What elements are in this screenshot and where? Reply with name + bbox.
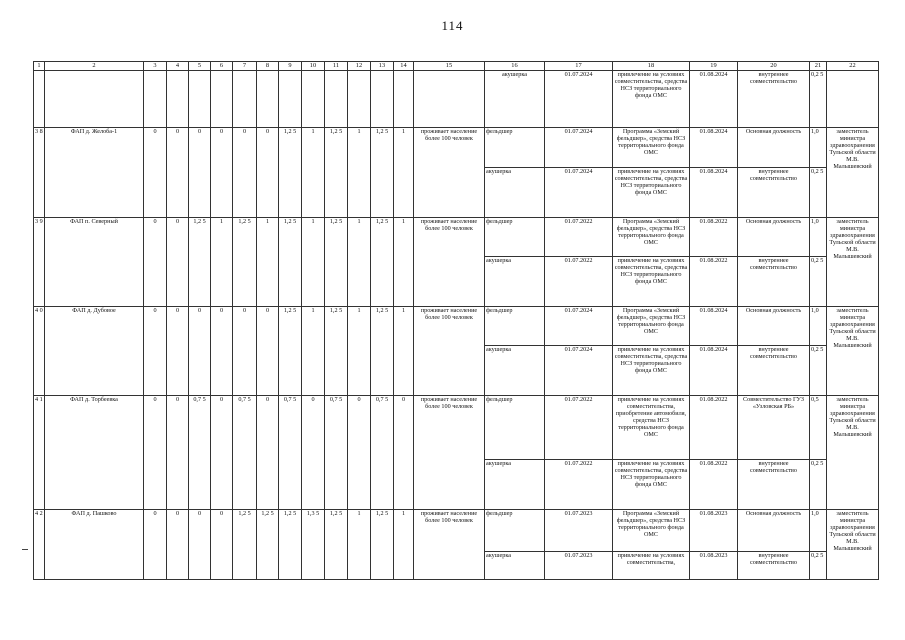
cell-staff-3: 0 [144, 307, 167, 396]
header-cell-7: 7 [233, 62, 257, 71]
cell-staff-5: 0,7 5 [189, 396, 211, 510]
cell-staff-12: 1 [348, 128, 371, 218]
header-cell-11: 11 [325, 62, 348, 71]
cell-date-end: 01.08.2024 [690, 168, 738, 218]
cell-staff-10: 0 [302, 396, 325, 510]
cell-staff-5: 0 [189, 128, 211, 218]
header-cell-16: 16 [485, 62, 545, 71]
cell-date-end: 01.08.2024 [690, 128, 738, 168]
cell-date-end: 01.08.2023 [690, 552, 738, 580]
cell-staff-3: 0 [144, 510, 167, 580]
cell-staff-4: 0 [167, 128, 189, 218]
cell-staff-9 [279, 71, 302, 128]
cell-staff-14 [394, 71, 414, 128]
cell-staff-10: 1 [302, 218, 325, 307]
cell-rate: 1,0 [810, 307, 827, 346]
page-number: 114 [441, 18, 464, 33]
cell-rate: 0,2 5 [810, 460, 827, 510]
cell-staff-8: 1 [257, 218, 279, 307]
cell-position: акушерка [485, 460, 545, 510]
cell-responsible: заместитель министра здравоохранения Тульской области М.В. Малышевский [827, 396, 879, 510]
header-cell-19: 19 [690, 62, 738, 71]
cell-position: фельдшер [485, 307, 545, 346]
cell-position: акушерка [485, 257, 545, 307]
cell-rate: 0,2 5 [810, 346, 827, 396]
cell-staff-13: 1,2 5 [371, 218, 394, 307]
cell-staff-6: 0 [211, 396, 233, 510]
cell-date-start: 01.07.2022 [545, 257, 613, 307]
cell-employment: внутреннее совместительство [738, 552, 810, 580]
cell-staff-14: 1 [394, 307, 414, 396]
cell-responsible: заместитель министра здравоохранения Тульской области М.В. Малышевский [827, 307, 879, 396]
cell-date-end: 01.08.2022 [690, 257, 738, 307]
table-row [34, 128, 879, 168]
cell-measure: Программа «Земский фельдшер», средства НСЗ территориального фонда ОМС [613, 128, 690, 168]
cell-staff-3: 0 [144, 396, 167, 510]
cell-num: 3 8 [34, 128, 45, 218]
cell-date-start: 01.07.2024 [545, 128, 613, 168]
cell-employment: внутреннее совместительство [738, 71, 810, 128]
cell-rate: 0,2 5 [810, 71, 827, 128]
cell-rate: 0,2 5 [810, 257, 827, 307]
margin-mark [22, 549, 28, 550]
cell-measure: Программа «Земский фельдшер», средства НСЗ территориального фонда ОМС [613, 510, 690, 552]
cell-responsible: заместитель министра здравоохранения Тульской области М.В. Малышевский [827, 218, 879, 307]
cell-staff-4: 0 [167, 510, 189, 580]
cell-staff-13 [371, 71, 394, 128]
cell-employment: внутреннее совместительство [738, 346, 810, 396]
cell-staff-8: 0 [257, 307, 279, 396]
header-cell-5: 5 [189, 62, 211, 71]
cell-employment: Совместительство ГУЗ «Узловская РБ» [738, 396, 810, 460]
cell-staff-11 [325, 71, 348, 128]
cell-staff-12: 1 [348, 510, 371, 580]
staffing-table [33, 61, 879, 580]
cell-staff-10 [302, 71, 325, 128]
cell-population: проживает население более 100 человек [414, 218, 485, 307]
cell-staff-9: 0,7 5 [279, 396, 302, 510]
cell-date-start: 01.07.2023 [545, 510, 613, 552]
header-cell-14: 14 [394, 62, 414, 71]
cell-name: ФАП д. Желоба-1 [45, 128, 144, 218]
header-cell-21: 21 [810, 62, 827, 71]
cell-position: фельдшер [485, 396, 545, 460]
cell-staff-6: 1 [211, 218, 233, 307]
cell-staff-9: 1,2 5 [279, 510, 302, 580]
cell-date-start: 01.07.2024 [545, 71, 613, 128]
cell-staff-7: 0 [233, 128, 257, 218]
cell-date-start: 01.07.2022 [545, 218, 613, 257]
cell-staff-12: 0 [348, 396, 371, 510]
cell-staff-4: 0 [167, 218, 189, 307]
cell-date-start: 01.07.2022 [545, 396, 613, 460]
cell-date-end: 01.08.2022 [690, 396, 738, 460]
header-cell-10: 10 [302, 62, 325, 71]
cell-staff-7: 0,7 5 [233, 396, 257, 510]
cell-staff-8: 0 [257, 396, 279, 510]
cell-population [414, 71, 485, 128]
cell-measure: привлечение на условиях совместительства, [613, 552, 690, 580]
cell-staff-6 [211, 71, 233, 128]
cell-staff-8 [257, 71, 279, 128]
cell-date-end: 01.08.2022 [690, 218, 738, 257]
cell-staff-3: 0 [144, 218, 167, 307]
cell-position: фельдшер [485, 510, 545, 552]
cell-date-end: 01.08.2024 [690, 346, 738, 396]
cell-staff-7: 1,2 5 [233, 218, 257, 307]
header-cell-4: 4 [167, 62, 189, 71]
header-cell-3: 3 [144, 62, 167, 71]
table-row [34, 396, 879, 460]
cell-staff-5 [189, 71, 211, 128]
header-cell-6: 6 [211, 62, 233, 71]
cell-staff-13: 1,2 5 [371, 510, 394, 580]
cell-staff-3: 0 [144, 128, 167, 218]
cell-num: 3 9 [34, 218, 45, 307]
cell-rate: 0,5 [810, 396, 827, 460]
cell-staff-10: 1 [302, 307, 325, 396]
table-row [34, 510, 879, 552]
table-row [34, 218, 879, 257]
cell-staff-12 [348, 71, 371, 128]
cell-staff-11: 1,2 5 [325, 307, 348, 396]
cell-staff-11: 1,2 5 [325, 510, 348, 580]
cell-rate: 0,2 5 [810, 168, 827, 218]
cell-staff-7: 0 [233, 307, 257, 396]
cell-num: 4 0 [34, 307, 45, 396]
cell-staff-12: 1 [348, 218, 371, 307]
cell-staff-9: 1,2 5 [279, 218, 302, 307]
cell-population: проживает население более 100 человек [414, 307, 485, 396]
cell-staff-8: 1,2 5 [257, 510, 279, 580]
cell-employment: Основная должность [738, 307, 810, 346]
table-row [34, 71, 879, 128]
cell-measure: привлечение на условиях совместительства, приобретение автомобиля, средства НСЗ территориального фонда ОМС [613, 396, 690, 460]
cell-date-start: 01.07.2024 [545, 168, 613, 218]
cell-measure: привлечение на условиях совместительства, средства НСЗ территориального фонда ОМС [613, 71, 690, 128]
cell-rate: 1,0 [810, 510, 827, 552]
cell-staff-14: 1 [394, 510, 414, 580]
cell-measure: Программа «Земский фельдшер», средства НСЗ территориального фонда ОМС [613, 218, 690, 257]
cell-rate: 0,2 5 [810, 552, 827, 580]
cell-measure: привлечение на условиях совместительства, средства НСЗ территориального фонда ОМС [613, 460, 690, 510]
cell-responsible: заместитель министра здравоохранения Тульской области М.В. Малышевский [827, 128, 879, 218]
cell-staff-14: 0 [394, 396, 414, 510]
header-cell-1: 1 [34, 62, 45, 71]
cell-employment: Основная должность [738, 510, 810, 552]
header-row [34, 62, 879, 71]
cell-staff-5: 1,2 5 [189, 218, 211, 307]
header-cell-22: 22 [827, 62, 879, 71]
cell-date-end: 01.08.2024 [690, 307, 738, 346]
cell-date-start: 01.07.2023 [545, 552, 613, 580]
cell-staff-13: 1,2 5 [371, 128, 394, 218]
cell-staff-11: 0,7 5 [325, 396, 348, 510]
cell-date-start: 01.07.2024 [545, 307, 613, 346]
cell-staff-10: 1,3 5 [302, 510, 325, 580]
header-cell-20: 20 [738, 62, 810, 71]
cell-position: акушерка [485, 168, 545, 218]
cell-employment: внутреннее совместительство [738, 460, 810, 510]
header-cell-18: 18 [613, 62, 690, 71]
header-cell-13: 13 [371, 62, 394, 71]
table-row [34, 307, 879, 346]
header-cell-12: 12 [348, 62, 371, 71]
header-cell-2: 2 [45, 62, 144, 71]
cell-name: ФАП д. Торбеевка [45, 396, 144, 510]
cell-employment: Основная должность [738, 218, 810, 257]
cell-date-start: 01.07.2024 [545, 346, 613, 396]
cell-num: 4 2 [34, 510, 45, 580]
cell-staff-6: 0 [211, 128, 233, 218]
cell-num [34, 71, 45, 128]
cell-date-end: 01.08.2022 [690, 460, 738, 510]
cell-employment: внутреннее совместительство [738, 168, 810, 218]
cell-population: проживает население более 100 человек [414, 128, 485, 218]
cell-staff-11: 1,2 5 [325, 128, 348, 218]
cell-name: ФАП д. Пашково [45, 510, 144, 580]
cell-employment: Основная должность [738, 128, 810, 168]
cell-measure: Программа «Земский фельдшер», средства НСЗ территориального фонда ОМС [613, 307, 690, 346]
cell-staff-9: 1,2 5 [279, 128, 302, 218]
cell-staff-4 [167, 71, 189, 128]
cell-num: 4 1 [34, 396, 45, 510]
cell-staff-5: 0 [189, 510, 211, 580]
cell-name [45, 71, 144, 128]
cell-population: проживает население более 100 человек [414, 510, 485, 580]
cell-position: акушерка [485, 346, 545, 396]
cell-date-start: 01.07.2022 [545, 460, 613, 510]
cell-date-end: 01.08.2023 [690, 510, 738, 552]
cell-name: ФАП п. Северный [45, 218, 144, 307]
cell-measure: привлечение на условиях совместительства, средства НСЗ территориального фонда ОМС [613, 346, 690, 396]
cell-staff-3 [144, 71, 167, 128]
cell-rate: 1,0 [810, 218, 827, 257]
header-cell-9: 9 [279, 62, 302, 71]
cell-position: акушерка [485, 552, 545, 580]
cell-measure: привлечение на условиях совместительства, средства НСЗ территориального фонда ОМС [613, 257, 690, 307]
cell-date-end: 01.08.2024 [690, 71, 738, 128]
cell-staff-13: 0,7 5 [371, 396, 394, 510]
cell-rate: 1,0 [810, 128, 827, 168]
cell-staff-6: 0 [211, 510, 233, 580]
cell-employment: внутреннее совместительство [738, 257, 810, 307]
cell-staff-4: 0 [167, 307, 189, 396]
cell-staff-10: 1 [302, 128, 325, 218]
cell-name: ФАП д. Дубовое [45, 307, 144, 396]
cell-staff-14: 1 [394, 218, 414, 307]
cell-staff-9: 1,2 5 [279, 307, 302, 396]
cell-position: акушерка [485, 71, 545, 128]
cell-population: проживает население более 100 человек [414, 396, 485, 510]
cell-staff-8: 0 [257, 128, 279, 218]
cell-staff-4: 0 [167, 396, 189, 510]
header-cell-8: 8 [257, 62, 279, 71]
header-cell-17: 17 [545, 62, 613, 71]
cell-staff-7 [233, 71, 257, 128]
cell-staff-11: 1,2 5 [325, 218, 348, 307]
cell-responsible: заместитель министра здравоохранения Тульской области М.В. Малышевский [827, 510, 879, 580]
cell-position: фельдшер [485, 218, 545, 257]
cell-position: фельдшер [485, 128, 545, 168]
cell-measure: привлечение на условиях совместительства, средства НСЗ территориального фонда ОМС [613, 168, 690, 218]
cell-staff-13: 1,2 5 [371, 307, 394, 396]
cell-staff-7: 1,2 5 [233, 510, 257, 580]
cell-responsible [827, 71, 879, 128]
cell-staff-12: 1 [348, 307, 371, 396]
cell-staff-6: 0 [211, 307, 233, 396]
cell-staff-5: 0 [189, 307, 211, 396]
header-cell-15: 15 [414, 62, 485, 71]
cell-staff-14: 1 [394, 128, 414, 218]
